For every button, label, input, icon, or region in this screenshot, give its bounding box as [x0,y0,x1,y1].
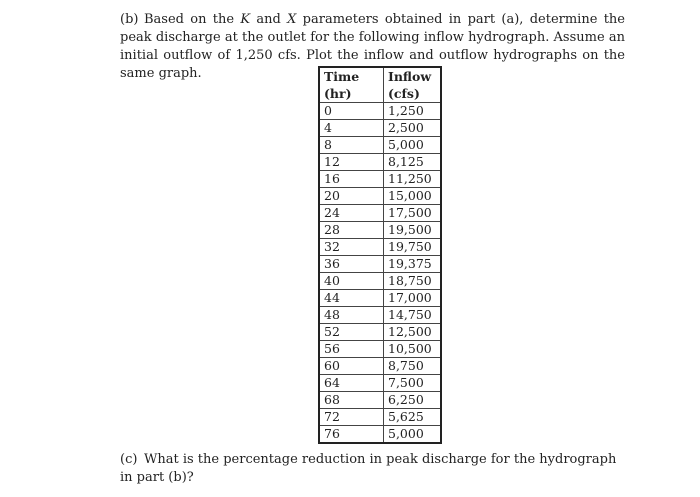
part-c-text: What is the percentage reduction in peak discharge for the hydrograph in part (b)? [120,452,617,485]
table-row [319,239,441,256]
inflow-cell: 19,750 [384,239,442,256]
time-cell: 48 [319,307,384,324]
var-x: X [287,12,297,27]
time-cell: 28 [319,222,384,239]
inflow-cell: 19,500 [384,222,442,239]
time-cell: 68 [319,392,384,409]
inflow-cell: 14,750 [384,307,442,324]
table-row [319,171,441,188]
table-row [319,256,441,273]
table-body [319,103,441,444]
time-cell: 56 [319,341,384,358]
inflow-cell: 5,000 [384,426,442,444]
table-row [319,409,441,426]
time-cell: 52 [319,324,384,341]
table-row [319,290,441,307]
inflow-cell: 8,125 [384,154,442,171]
inflow-cell: 10,500 [384,341,442,358]
part-b-label: (b) [120,12,139,27]
inflow-cell: 1,250 [384,103,442,120]
part-b-text-1: Based on the [144,12,241,27]
time-cell: 20 [319,188,384,205]
table-row [319,205,441,222]
table-row [319,154,441,171]
inflow-cell: 15,000 [384,188,442,205]
header-inflow: Inflow [384,67,442,85]
time-cell: 72 [319,409,384,426]
table-row [319,392,441,409]
time-cell: 12 [319,154,384,171]
table-row [319,103,441,120]
inflow-cell: 2,500 [384,120,442,137]
table-row [319,137,441,154]
table-row [319,222,441,239]
time-cell: 8 [319,137,384,154]
time-cell: 36 [319,256,384,273]
table-row [319,375,441,392]
header-time: Time [319,67,384,85]
inflow-hydrograph-table [318,66,442,444]
inflow-cell: 17,500 [384,205,442,222]
inflow-cell: 11,250 [384,171,442,188]
time-cell: 4 [319,120,384,137]
part-b-text-2: and [250,12,288,27]
inflow-cell: 17,000 [384,290,442,307]
time-cell: 32 [319,239,384,256]
var-k: K [240,12,251,27]
time-cell: 0 [319,103,384,120]
table-row [319,324,441,341]
inflow-cell: 19,375 [384,256,442,273]
inflow-cell: 8,750 [384,358,442,375]
header-inflow-unit: (cfs) [384,85,442,103]
inflow-cell: 7,500 [384,375,442,392]
part-b-text-3: parameters obtained in part (a), determine the peak discharge at the outlet for the following inflow hydrograph. Assume an initial outflow of 1,250 cfs. Plot the inflow and outflow hydrographs on the same graph. [120,12,625,81]
table-row [319,188,441,205]
table-row [319,307,441,324]
time-cell: 60 [319,358,384,375]
time-cell: 44 [319,290,384,307]
inflow-cell: 6,250 [384,392,442,409]
inflow-cell: 18,750 [384,273,442,290]
time-cell: 24 [319,205,384,222]
part-c-paragraph [120,451,625,487]
table-row [319,426,441,444]
time-cell: 16 [319,171,384,188]
header-time-unit: (hr) [319,85,384,103]
table-row [319,120,441,137]
table-row [319,273,441,290]
inflow-cell: 12,500 [384,324,442,341]
table-row [319,358,441,375]
inflow-cell: 5,000 [384,137,442,154]
time-cell: 40 [319,273,384,290]
part-c-label: (c) [120,452,138,467]
table-row [319,341,441,358]
time-cell: 76 [319,426,384,444]
time-cell: 64 [319,375,384,392]
inflow-cell: 5,625 [384,409,442,426]
